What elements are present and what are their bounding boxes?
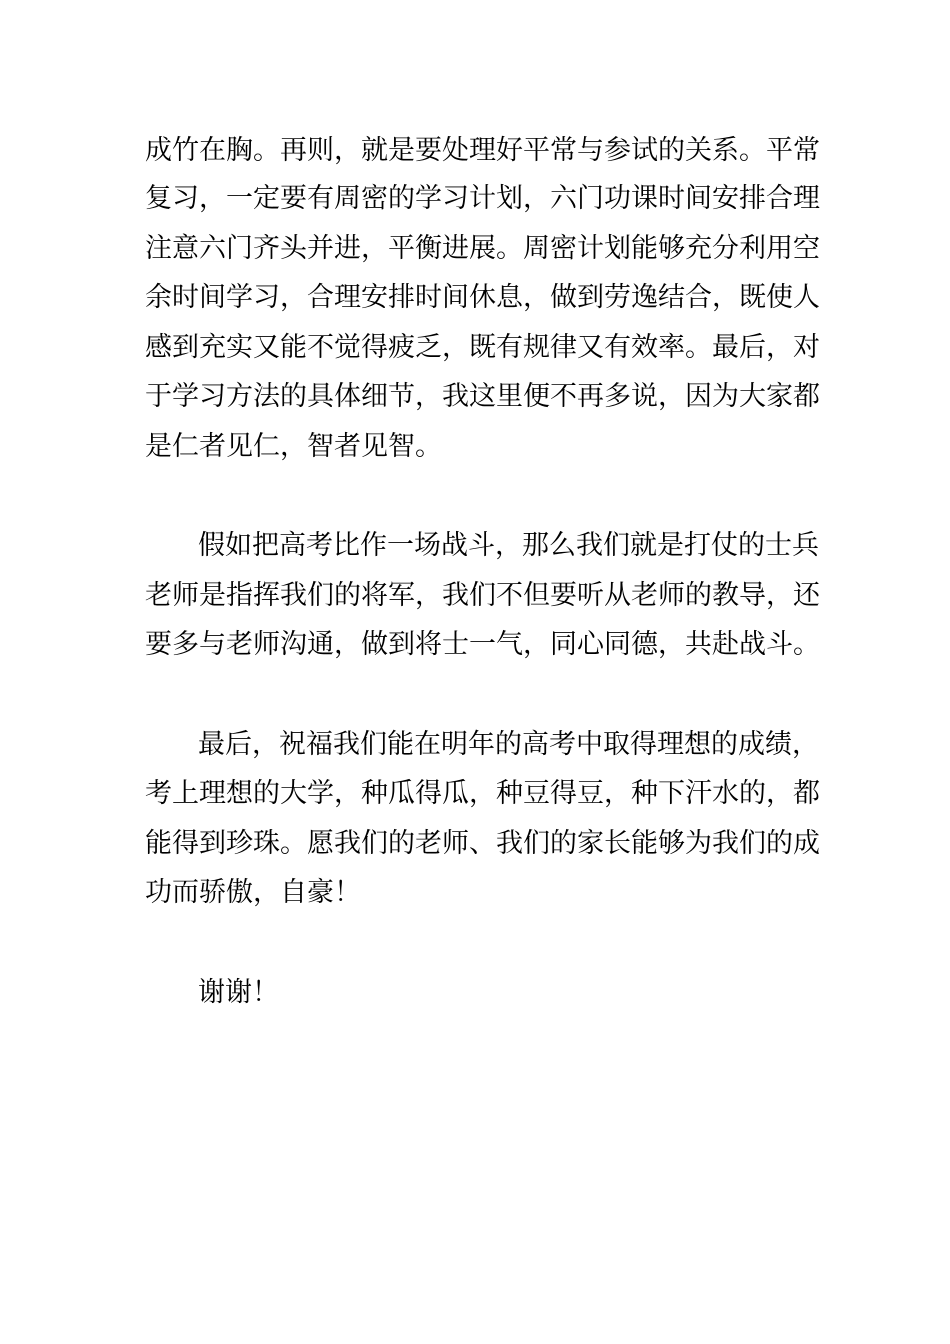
paragraph-1-line-4: 余时间学习，合理安排时间休息，做到劳逸结合，既使人 xyxy=(145,282,820,313)
closing-thanks: 谢谢！ xyxy=(198,977,279,1008)
paragraph-3-line-3: 能得到珍珠。愿我们的老师、我们的家长能够为我们的成 xyxy=(145,828,820,859)
paragraph-1-line-6: 于学习方法的具体细节，我这里便不再多说，因为大家都 xyxy=(145,381,820,412)
paragraph-1-line-5: 感到充实又能不觉得疲乏，既有规律又有效率。最后，对 xyxy=(145,332,820,363)
paragraph-1-line-2: 复习，一定要有周密的学习计划，六门功课时间安排合理 xyxy=(145,183,820,214)
paragraph-3-line-2: 考上理想的大学，种瓜得瓜，种豆得豆，种下汗水的，都 xyxy=(145,778,820,809)
paragraph-1-line-7: 是仁者见仁，智者见智。 xyxy=(145,431,442,462)
paragraph-2-line-1: 假如把高考比作一场战斗，那么我们就是打仗的士兵 xyxy=(198,530,819,561)
paragraph-2-line-2: 老师是指挥我们的将军，我们不但要听从老师的教导，还 xyxy=(145,580,820,611)
paragraph-1-line-3: 注意六门齐头并进，平衡进展。周密计划能够充分利用空 xyxy=(145,233,820,264)
paragraph-3-line-4: 功而骄傲，自豪！ xyxy=(145,877,361,908)
paragraph-1-line-1: 成竹在胸。再则，就是要处理好平常与参试的关系。平常 xyxy=(145,135,820,166)
paragraph-3-line-1: 最后，祝福我们能在明年的高考中取得理想的成绩， xyxy=(198,729,819,760)
paragraph-2-line-3: 要多与老师沟通，做到将士一气，同心同德，共赴战斗。 xyxy=(145,629,820,660)
